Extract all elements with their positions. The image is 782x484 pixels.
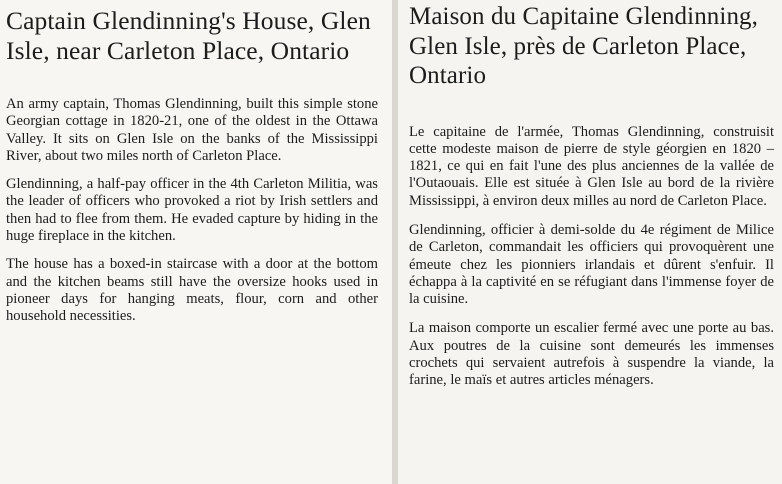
french-body [409,124,774,390]
english-body [6,96,378,326]
french-paragraph-1: Le capitaine de l'armée, Thomas Glendinning, construisit cette modeste maison de pierre de style géorgien en 1820 – 1821, ce qui en fait l'une des plus anciennes de la vallée de l'Outaouais. Elle est située à Glen Isle au bord de la rivière Mississippi, à environ deux milles au nord de Carleton Place. [409,123,774,209]
french-paragraph-2: Glendinning, officier à demi-solde du 4e régiment de Milice de Carleton, commandait les officiers qui provoquèrent une émeute chez les pionniers irlandais et dûrent s'enfuir. Il échappa à la captivité en se réfugiant dans l'immense foyer de la cuisine. [409,221,774,308]
english-paragraph-3: The house has a boxed-in staircase with a door at the bottom and the kitchen beams still have the oversize hooks used in pioneer days for hanging meats, flour, corn and other household necessities. [6,256,378,325]
french-column [398,0,782,484]
english-title: Captain Glendinning's House, Glen Isle, near Carleton Place, Ontario [6,6,371,65]
english-paragraph-1: An army captain, Thomas Glendinning, built this simple stone Georgian cottage in 1820-21, one of the oldest in the Ottawa Valley. It sits on Glen Isle on the banks of the Mississippi River, about two miles north of Carleton Place. [6,96,378,164]
french-paragraph-3: La maison comporte un escalier fermé avec une porte au bas. Aux poutres de la cuisine sont demeurés les immenses crochets qui servaient autrefois à suspendre la viande, la farine, le maïs et autres articles ménagers. [409,320,774,389]
english-paragraph-2: Glendinning, a half-pay officer in the 4th Carleton Militia, was the leader of officers who provoked a riot by Irish settlers and then had to flee from them. He evaded capture by hiding in the huge fireplace in the kitchen. [6,176,378,245]
french-title: Maison du Capitaine Glendinning, Glen Isle, près de Carleton Place, Ontario [409,3,758,89]
